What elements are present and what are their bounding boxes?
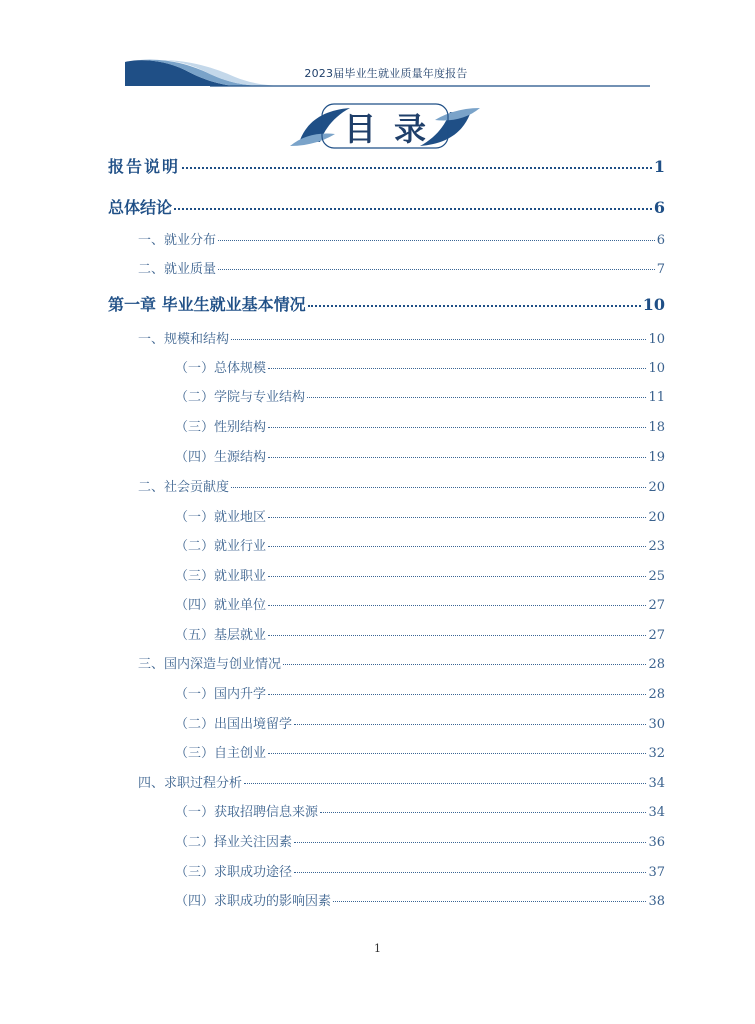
toc-entry[interactable] bbox=[108, 154, 665, 177]
dot-leader bbox=[218, 256, 655, 270]
toc-entry[interactable] bbox=[175, 506, 665, 525]
toc-entry[interactable] bbox=[175, 416, 665, 435]
toc-entry-label: （二）择业关注因素 bbox=[175, 835, 293, 850]
toc-entry-page: 34 bbox=[648, 776, 665, 791]
toc-entry[interactable] bbox=[175, 565, 665, 584]
dot-leader bbox=[294, 859, 646, 873]
toc-entry[interactable] bbox=[175, 624, 665, 643]
toc-entry[interactable] bbox=[175, 861, 665, 880]
toc-entry-label: 总体结论 bbox=[108, 198, 173, 217]
page-number: 1 bbox=[374, 942, 381, 955]
toc-entry-page: 18 bbox=[648, 420, 665, 435]
dot-leader bbox=[231, 326, 646, 340]
toc-entry-label: （一）总体规模 bbox=[175, 361, 267, 376]
toc-entry-page: 10 bbox=[648, 332, 665, 347]
toc-entry-label: （四）生源结构 bbox=[175, 450, 267, 465]
dot-leader bbox=[174, 192, 652, 210]
toc-entry-page: 27 bbox=[648, 628, 665, 643]
toc-entry-label: （四）就业单位 bbox=[175, 598, 267, 613]
dot-leader bbox=[182, 151, 652, 169]
toc-entry-label: （二）就业行业 bbox=[175, 539, 267, 554]
toc-entry-label: （四）求职成功的影响因素 bbox=[175, 894, 332, 909]
toc-entry-label: （三）性别结构 bbox=[175, 420, 267, 435]
toc-entry-page: 11 bbox=[648, 390, 665, 405]
toc-entry-page: 10 bbox=[642, 295, 665, 314]
toc-entry-label: （一）就业地区 bbox=[175, 510, 267, 525]
toc-entry-label: 二、就业质量 bbox=[138, 262, 217, 277]
toc-entry-label: 报告说明 bbox=[108, 157, 181, 176]
toc-entry-label: 第一章 毕业生就业基本情况 bbox=[108, 295, 306, 314]
dot-leader bbox=[268, 622, 646, 636]
dot-leader bbox=[294, 829, 646, 843]
dot-leader bbox=[308, 289, 641, 307]
dot-leader bbox=[307, 384, 646, 398]
toc-entry-label: （二）出国出境留学 bbox=[175, 717, 293, 732]
toc-entry[interactable] bbox=[175, 742, 665, 761]
toc-entry-label: （一）国内升学 bbox=[175, 687, 267, 702]
dot-leader bbox=[268, 533, 646, 547]
dot-leader bbox=[218, 227, 655, 241]
dot-leader bbox=[268, 444, 646, 458]
toc-entry[interactable] bbox=[175, 713, 665, 732]
toc-entry-label: （三）就业职业 bbox=[175, 569, 267, 584]
toc-entry[interactable] bbox=[138, 476, 665, 495]
toc-entry-page: 28 bbox=[648, 657, 665, 672]
toc-entry-page: 36 bbox=[648, 835, 665, 850]
toc-entry-page: 27 bbox=[648, 598, 665, 613]
toc-entry-page: 19 bbox=[648, 450, 665, 465]
toc-entry[interactable] bbox=[108, 292, 665, 315]
toc-entry-page: 32 bbox=[648, 746, 665, 761]
toc-entry[interactable] bbox=[138, 653, 665, 672]
toc-entry-label: 一、规模和结构 bbox=[138, 332, 230, 347]
toc-entry-label: （五）基层就业 bbox=[175, 628, 267, 643]
dot-leader bbox=[268, 414, 646, 428]
toc-entry-page: 20 bbox=[648, 510, 665, 525]
toc-entry-page: 20 bbox=[648, 480, 665, 495]
toc-entry-page: 6 bbox=[653, 198, 665, 217]
toc-entry[interactable] bbox=[175, 535, 665, 554]
toc-entry[interactable] bbox=[175, 890, 665, 909]
toc-entry[interactable] bbox=[175, 594, 665, 613]
toc-entry[interactable] bbox=[138, 258, 665, 277]
report-header-title: 2023届毕业生就业质量年度报告 bbox=[304, 67, 468, 80]
toc-entry-label: （一）获取招聘信息来源 bbox=[175, 805, 319, 820]
toc-entry-page: 1 bbox=[653, 157, 665, 176]
toc-entry[interactable] bbox=[175, 386, 665, 405]
toc-entry[interactable] bbox=[175, 446, 665, 465]
dot-leader bbox=[268, 355, 646, 369]
toc-entry[interactable] bbox=[108, 195, 665, 218]
toc-entry-label: 二、社会贡献度 bbox=[138, 480, 230, 495]
toc-entry-page: 34 bbox=[648, 805, 665, 820]
toc-entry[interactable] bbox=[175, 357, 665, 376]
dot-leader bbox=[294, 711, 646, 725]
dot-leader bbox=[333, 888, 646, 902]
toc-entry-page: 28 bbox=[648, 687, 665, 702]
toc-entry-page: 37 bbox=[648, 865, 665, 880]
toc-entry-label: （二）学院与专业结构 bbox=[175, 390, 306, 405]
dot-leader bbox=[268, 563, 646, 577]
toc-title: 目录 bbox=[343, 110, 444, 148]
toc-entry[interactable] bbox=[175, 831, 665, 850]
toc-entry-page: 23 bbox=[648, 539, 665, 554]
toc-entry-page: 30 bbox=[648, 717, 665, 732]
dot-leader bbox=[268, 592, 646, 606]
toc-entry-page: 25 bbox=[648, 569, 665, 584]
toc-entry-page: 10 bbox=[648, 361, 665, 376]
dot-leader bbox=[268, 740, 646, 754]
dot-leader bbox=[268, 681, 646, 695]
dot-leader bbox=[231, 474, 646, 488]
toc-entry[interactable] bbox=[138, 328, 665, 347]
toc-entry[interactable] bbox=[138, 772, 665, 791]
toc-entry-label: 四、求职过程分析 bbox=[138, 776, 243, 791]
dot-leader bbox=[268, 504, 646, 518]
toc-entry-label: 一、就业分布 bbox=[138, 233, 217, 248]
toc-entry-page: 6 bbox=[656, 233, 665, 248]
dot-leader bbox=[320, 799, 646, 813]
toc-entry[interactable] bbox=[175, 801, 665, 820]
toc-entry-page: 7 bbox=[656, 262, 665, 277]
toc-entry-page: 38 bbox=[648, 894, 665, 909]
dot-leader bbox=[244, 770, 646, 784]
toc-entry-label: （三）自主创业 bbox=[175, 746, 267, 761]
header-wave-graphic bbox=[0, 0, 755, 100]
toc-entry[interactable] bbox=[175, 683, 665, 702]
dot-leader bbox=[283, 651, 646, 665]
toc-entry-label: （三）求职成功途径 bbox=[175, 865, 293, 880]
toc-entry[interactable] bbox=[138, 229, 665, 248]
toc-entry-label: 三、国内深造与创业情况 bbox=[138, 657, 282, 672]
